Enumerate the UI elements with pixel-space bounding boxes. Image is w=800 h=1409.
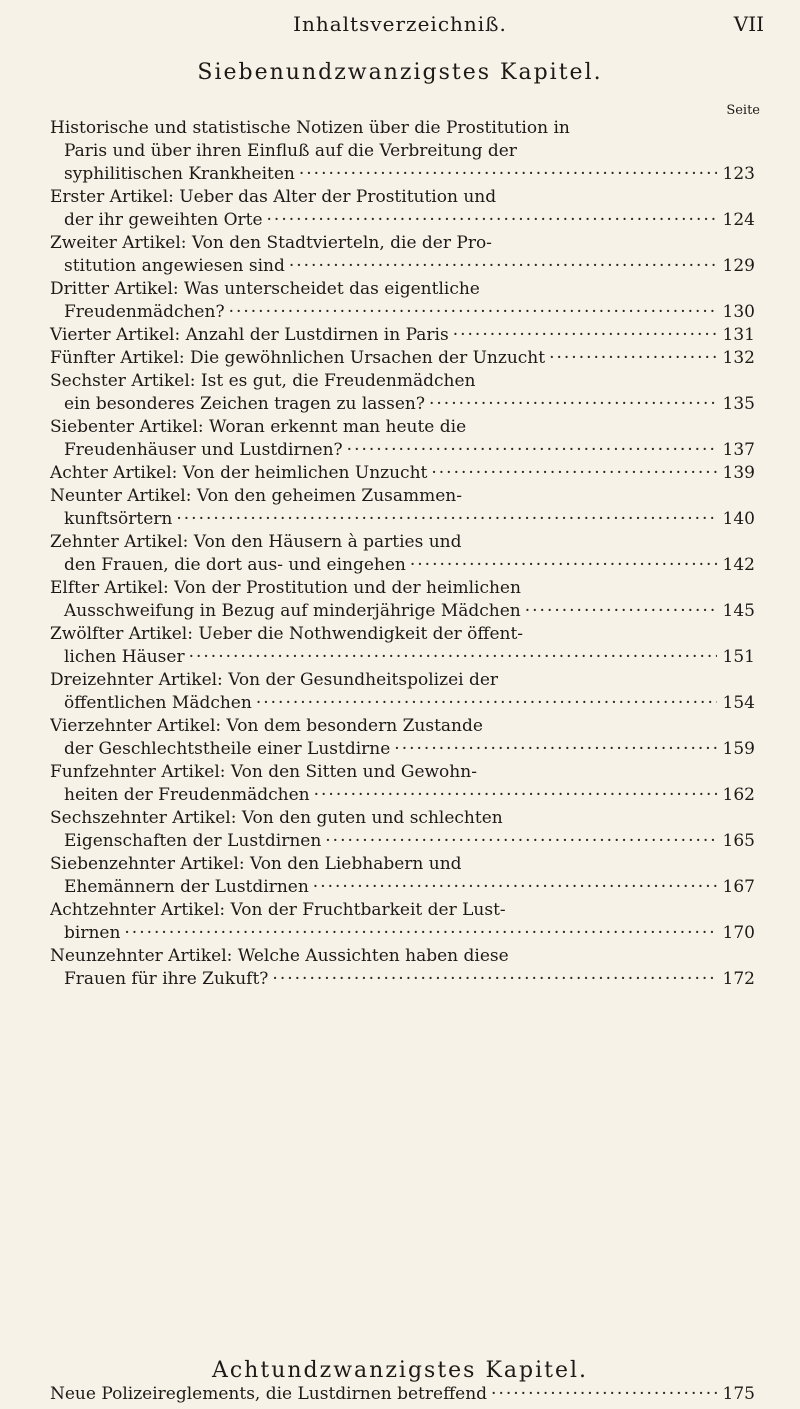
toc-entry-line: Neunzehnter Artikel: Welche Aussichten haben diese (50, 946, 509, 966)
toc-page-number: 154 (722, 693, 755, 713)
dot-leader (272, 968, 717, 991)
toc-entry-line: der Geschlechtstheile einer Lustdirne (64, 739, 391, 759)
page-column-label: Seite (726, 103, 760, 118)
dot-leader (491, 1383, 717, 1406)
toc-entry-line: Achtzehnter Artikel: Von der Fruchtbarkeit der Lust- (50, 900, 506, 920)
toc-entry-line: Siebenzehnter Artikel: Von den Liebhabern und (50, 854, 462, 874)
toc-page-number: 140 (722, 509, 755, 529)
toc-entry (50, 945, 755, 991)
toc-entry-line: Elfter Artikel: Von der Prostitution und der heimlichen (50, 578, 521, 598)
toc-page-number: 167 (722, 877, 755, 897)
toc-entry-line: Zehnter Artikel: Von den Häusern à parties und (50, 532, 462, 552)
toc-entry-line: Fünfter Artikel: Die gewöhnlichen Ursachen der Unzucht (50, 348, 546, 368)
toc-page-number: 137 (722, 440, 755, 460)
toc-entry-line: der ihr geweihten Orte (64, 210, 263, 230)
dot-leader (431, 462, 717, 485)
dot-leader (189, 646, 717, 669)
toc-entry-line: Vierzehnter Artikel: Von dem besondern Zustande (50, 716, 483, 736)
dot-leader (176, 508, 717, 531)
toc-entry-line: den Frauen, die dort aus- und eingehen (64, 555, 406, 575)
toc-page-number: 130 (722, 302, 755, 322)
toc-chapter-28 (50, 1383, 755, 1406)
toc-entry-line: syphilitischen Krankheiten (64, 164, 295, 184)
toc-entry-line: Achter Artikel: Von der heimlichen Unzucht (50, 463, 428, 483)
toc-entry (50, 853, 755, 899)
toc-page-number: 124 (722, 210, 755, 230)
toc-entry (50, 347, 755, 370)
dot-leader (410, 554, 717, 577)
toc-entry-line: Paris und über ihren Einfluß auf die Verbreitung der (64, 141, 517, 161)
dot-leader (525, 600, 717, 623)
toc-page-number: 129 (722, 256, 755, 276)
toc-entry (50, 370, 755, 416)
toc-page-number: 145 (722, 601, 755, 621)
toc-page-number: 142 (722, 555, 755, 575)
toc-page-number: 159 (722, 739, 755, 759)
dot-leader (325, 830, 717, 853)
dot-leader (429, 393, 717, 416)
page-header (0, 6, 800, 46)
toc-entry-line: ein besonderes Zeichen tragen zu lassen? (64, 394, 425, 414)
dot-leader (124, 922, 717, 945)
toc-entry-line: lichen Häuser (64, 647, 185, 667)
toc-entry (50, 807, 755, 853)
toc-page-number: 151 (722, 647, 755, 667)
toc-entry-line: Sechster Artikel: Ist es gut, die Freudenmädchen (50, 371, 476, 391)
toc-page-number: 170 (722, 923, 755, 943)
dot-leader (289, 255, 717, 278)
dot-leader (229, 301, 717, 324)
toc-entry (50, 531, 755, 577)
toc-entry (50, 1383, 755, 1406)
toc-page-number: 132 (722, 348, 755, 368)
toc-entry-line: Vierter Artikel: Anzahl der Lustdirnen in Paris (50, 325, 449, 345)
toc-entry (50, 232, 755, 278)
toc-page-number: 131 (722, 325, 755, 345)
toc-entry-line: Neue Polizeireglements, die Lustdirnen betreffend (50, 1384, 488, 1404)
dot-leader (299, 163, 717, 186)
chapter-28-title: Achtundzwanzigstes Kapitel. (211, 1358, 589, 1383)
toc-page-number: 165 (722, 831, 755, 851)
toc-entry-line: Sechszehnter Artikel: Von den guten und schlechten (50, 808, 503, 828)
toc-entry-line: Siebenter Artikel: Woran erkennt man heute die (50, 417, 467, 437)
toc-entry-line: Historische und statistische Notizen über die Prostitution in (50, 118, 570, 138)
toc-page-number: 139 (722, 463, 755, 483)
dot-leader (314, 784, 717, 807)
page-number: VII (733, 12, 764, 36)
toc-page-number: 123 (722, 164, 755, 184)
toc-entry-line: Dritter Artikel: Was unterscheidet das eigentliche (50, 279, 480, 299)
dot-leader (267, 209, 717, 232)
dot-leader (394, 738, 717, 761)
toc-entry (50, 186, 755, 232)
toc-entry (50, 485, 755, 531)
toc-entry-line: öffentlichen Mädchen (64, 693, 252, 713)
dot-leader (347, 439, 717, 462)
toc-entry (50, 416, 755, 462)
toc-entry (50, 669, 755, 715)
toc-entry-line: Zweiter Artikel: Von den Stadtvierteln, die der Pro- (50, 233, 492, 253)
toc-entry-line: stitution angewiesen sind (64, 256, 285, 276)
toc-entry-line: Ehemännern der Lustdirnen (64, 877, 309, 897)
toc-entry-line: Zwölfter Artikel: Ueber die Nothwendigkeit der öffent- (50, 624, 524, 644)
toc-page-number: 175 (722, 1384, 755, 1404)
toc-entry (50, 899, 755, 945)
toc-entry-line: Eigenschaften der Lustdirnen (64, 831, 322, 851)
toc-entry (50, 462, 755, 485)
toc-entry (50, 577, 755, 623)
dot-leader (453, 324, 717, 347)
toc-entry (50, 324, 755, 347)
toc-entry-line: Dreizehnter Artikel: Von der Gesundheitspolizei der (50, 670, 499, 690)
toc-entry-line: Neunter Artikel: Von den geheimen Zusammen- (50, 486, 462, 506)
toc-entry (50, 117, 755, 186)
dot-leader (313, 876, 717, 899)
toc-entry-line: kunftsörtern (64, 509, 173, 529)
running-title: Inhaltsverzeichniß. (293, 12, 507, 36)
toc-entry-line: Freudenmädchen? (64, 302, 225, 322)
toc-entry-line: Funfzehnter Artikel: Von den Sitten und Gewohn- (50, 762, 477, 782)
toc-entry-line: Freudenhäuser und Lustdirnen? (64, 440, 343, 460)
toc-entry-line: birnen (64, 923, 121, 943)
dot-leader (256, 692, 717, 715)
toc-entry-line: Frauen für ihre Zukuft? (64, 969, 269, 989)
dot-leader (549, 347, 717, 370)
toc-page-number: 162 (722, 785, 755, 805)
toc-entry (50, 761, 755, 807)
toc-chapter-27 (50, 117, 755, 991)
toc-entry-line: Ausschweifung in Bezug auf minderjährige Mädchen (64, 601, 521, 621)
toc-entry-line: Erster Artikel: Ueber das Alter der Prostitution und (50, 187, 497, 207)
toc-entry (50, 278, 755, 324)
toc-entry-line: heiten der Freudenmädchen (64, 785, 310, 805)
toc-page-number: 135 (722, 394, 755, 414)
toc-entry (50, 623, 755, 669)
toc-page-number: 172 (722, 969, 755, 989)
chapter-27-title: Siebenundzwanzigstes Kapitel. (197, 60, 603, 85)
toc-entry (50, 715, 755, 761)
